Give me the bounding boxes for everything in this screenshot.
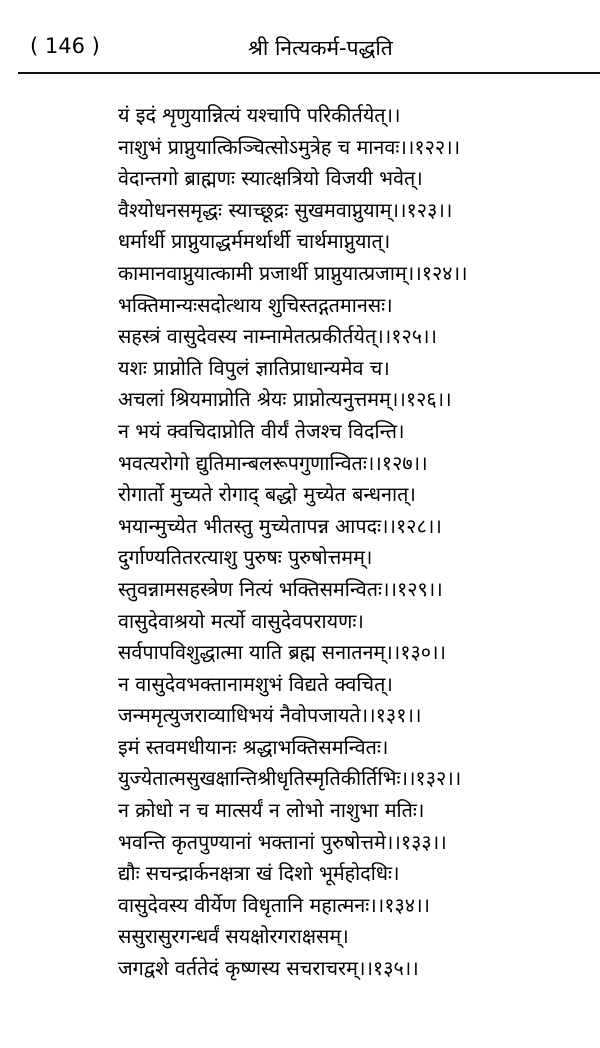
verse-line: न वासुदेवभक्तानामशुभं विद्यते क्वचित्। bbox=[118, 671, 393, 696]
verse-line: युज्येतात्मसुखक्षान्तिश्रीधृतिस्मृतिकीर्तिभिः।।१३२।। bbox=[118, 766, 462, 791]
verse-line: वेदान्तगो ब्राह्मणः स्यात्क्षत्रियो विजयी भवेत्। bbox=[118, 166, 423, 191]
verse-line: भवत्यरोगो द्युतिमान्बलरूपगुणान्वितः।।१२७।। bbox=[118, 450, 428, 475]
verse-line: वैश्योधनसमृद्धः स्याच्छूद्रः सुखमवाप्नुयाम्।।१२३।। bbox=[118, 197, 453, 222]
verse-line: इमं स्तवमधीयानः श्रद्धाभक्तिसमन्वितः। bbox=[118, 734, 389, 759]
verse-line: ससुरासुरगन्धर्वं सयक्षोरगराक्षसम्। bbox=[118, 924, 349, 949]
verse-line: भयान्मुच्येत भीतस्तु मुच्येतापन्न आपदः।।१२८।। bbox=[118, 513, 442, 538]
verse-line: भक्तिमान्यःसदोत्थाय शुचिस्तद्गतमानसः। bbox=[118, 292, 393, 317]
verse-line: यशः प्राप्नोति विपुलं ज्ञातिप्राधान्यमेव च। bbox=[118, 355, 390, 380]
verse-line: वासुदेवाश्रयो मर्त्यो वासुदेवपरायणः। bbox=[118, 608, 364, 633]
header-divider bbox=[18, 72, 600, 74]
verse-line: भवन्ति कृतपुण्यानां भक्तानां पुरुषोत्तमे।।१३३।। bbox=[118, 829, 447, 854]
verse-line: सर्वपापविशुद्धात्मा याति ब्रह्म सनातनम्।।१३०।। bbox=[118, 640, 447, 665]
verse-line: यं इदं शृणुयान्नित्यं यश्चापि परिकीर्तयेत्।। bbox=[118, 103, 401, 127]
verse-line: जगद्वशे वर्ततेदं कृष्णस्य सचराचरम्।।१३५।। bbox=[118, 956, 419, 981]
page-number: ( 146 ) bbox=[30, 34, 100, 58]
verse-line: कामानवाप्नुयात्कामी प्रजार्थी प्राप्नुयात्प्रजाम्।।१२४।। bbox=[118, 260, 468, 285]
verse-line: दुर्गाण्यतितरत्याशु पुरुषः पुरुषोत्तमम्। bbox=[118, 545, 373, 570]
verse-line: वासुदेवस्य वीर्येण विधृतानि महात्मनः।।१३४।। bbox=[118, 892, 431, 917]
verse-block bbox=[118, 100, 518, 985]
verse-line: अचलां श्रियमाप्नोति श्रेयः प्राप्नोत्यनुत्तमम्।।१२६।। bbox=[118, 387, 452, 412]
verse-line: धर्मार्थी प्राप्नुयाद्धर्ममर्थार्थी चार्थमाप्नुयात्। bbox=[118, 229, 391, 254]
verse-line: रोगार्तो मुच्यते रोगाद् बद्धो मुच्येत बन्धनात्। bbox=[118, 482, 416, 507]
verse-line: स्तुवन्नामसहस्त्रेण नित्यं भक्तिसमन्वितः।।१२९।। bbox=[118, 576, 443, 601]
verse-line: न भयं क्वचिदाप्नोति वीर्यं तेजश्च विदन्ति। bbox=[118, 418, 405, 443]
running-title: श्री नित्यकर्म-पद्धति bbox=[248, 36, 393, 60]
verse-line: सहस्त्रं वासुदेवस्य नाम्नामेतत्प्रकीर्तयेत्।।१२५।। bbox=[118, 324, 438, 349]
verse-line: नाशुभं प्राप्नुयात्किञ्चित्सोऽमुत्रेह च मानवः।।१२२।। bbox=[118, 134, 461, 159]
verse-line: द्यौः सचन्द्रार्कनक्षत्रा खं दिशो भूर्महोदधिः। bbox=[118, 861, 400, 886]
page-header bbox=[30, 30, 590, 70]
verse-line: जन्ममृत्युजराव्याधिभयं नैवोपजायते।।१३१।। bbox=[118, 703, 422, 728]
verse-line: न क्रोधो न च मात्सर्यं न लोभो नाशुभा मतिः। bbox=[118, 798, 425, 823]
